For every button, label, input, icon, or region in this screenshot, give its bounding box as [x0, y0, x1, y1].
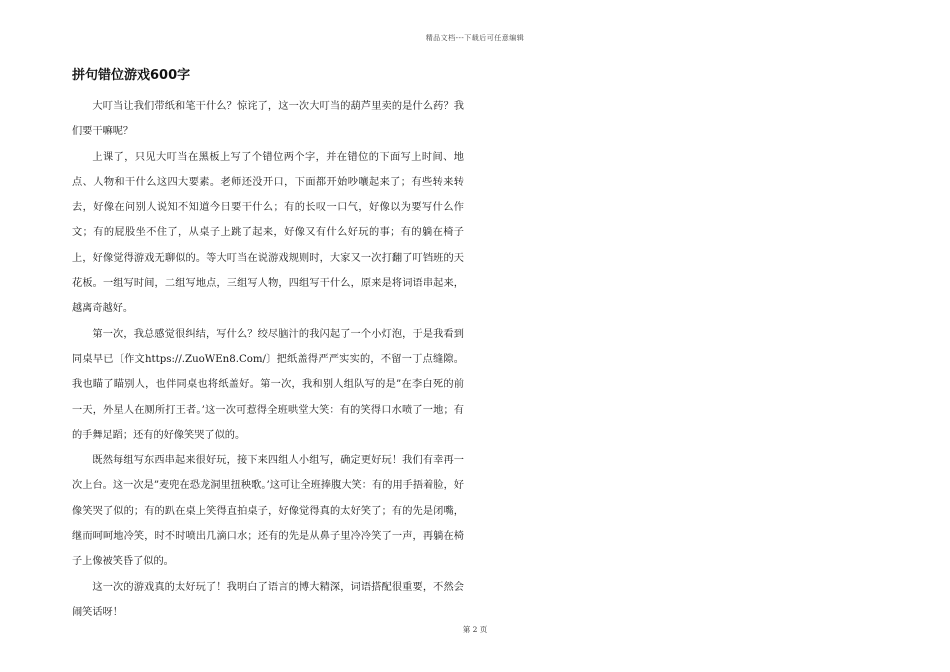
paragraph-4: 既然每组写东西串起来很好玩，接下来四组人小组写，确定更好玩！我们有幸再一次上台。这一次是”麦兜在恐龙洞里扭秧歌。’这可让全班捧腹大笑：有的用手捂着脸，好像笑哭了似的；有的趴在桌上笑得直拍桌子，好像觉得真的太好笑了；有的先是闭嘴，继而呵呵地冷笑，时不时喷出几滴口水；还有的先是从鼻子里冷冷笑了一声，再躺在椅子上像被笑昏了似的。 [72, 455, 464, 568]
paragraph-5: 这一次的游戏真的太好玩了！我明白了语言的博大精深，词语搭配很重要，不然会闹笑话呀！ [72, 581, 464, 618]
article-body [72, 66, 464, 625]
paragraph-1: 大叮当让我们带纸和笔干什么？惊诧了，这一次大叮当的葫芦里卖的是什么药？我们要干嘛呢？ [72, 101, 464, 138]
article-title: 拼句错位游戏600字 [72, 68, 191, 83]
page-number: 第 2 页 [462, 625, 488, 634]
page-header: 精品文档---下载后可任意编辑 [425, 34, 525, 42]
paragraph-2: 上课了，只见大叮当在黑板上写了个错位两个字，并在错位的下面写上时间、地点、人物和干什么这四大要素。老师还没开口，下面都开始吵嚷起来了；有些转来转去，好像在问别人说知不知道今日要干什么；有的长叹一口气，好像以为要写什么作文；有的屁股坐不住了，从桌子上跳了起来，好像又有什么好玩的事；有的躺在椅子上，好像觉得游戏无聊似的。等大叮当在说游戏规则时，大家又一次打翻了叮铛班的天花板。一组写时间，二组写地点，三组写人物，四组写干什么，原来是将词语串起来，越离奇越好。 [72, 151, 464, 315]
paragraph-3: 第一次，我总感觉很纠结，写什么？绞尽脑汁的我闪起了一个小灯泡，于是我看到同桌早已〔作文https://.ZuoWEn8.Com/〕把纸盖得严严实实的，不留一丁点缝隙。我也瞄了瞄别人，也伴同桌也将纸盖好。第一次，我和别人组队写的是”在李白死的前一天，外星人在厕所打王者。’这一次可惹得全班哄堂大笑：有的笑得口水喷了一地；有的手舞足蹈；还有的好像笑哭了似的。 [72, 328, 464, 441]
